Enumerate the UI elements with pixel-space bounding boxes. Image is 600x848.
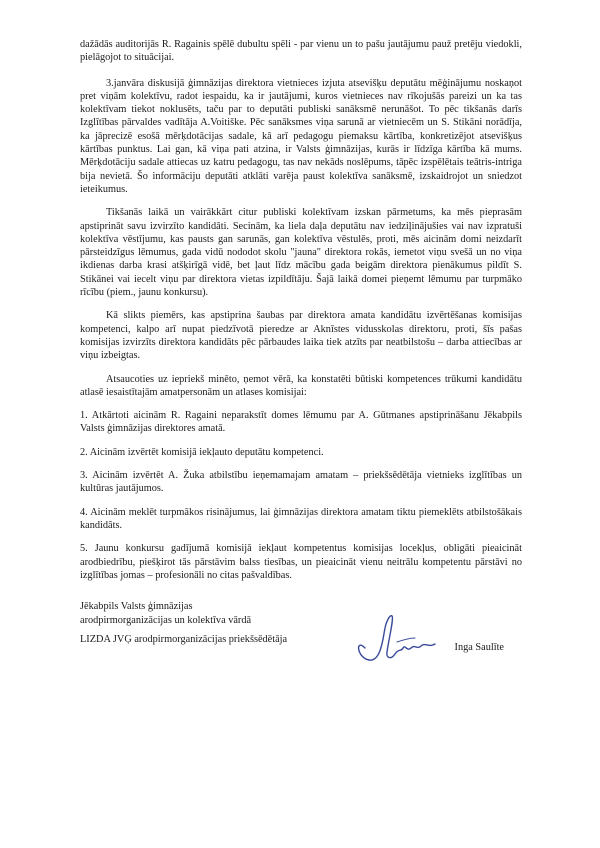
list-item: 1. Atkārtoti aicinām R. Ragaini neparakstīt domes lēmumu par A. Gūtmanes apstiprināšanu Jēkabpils Valsts ģimnāzijas direktores amatā.: [80, 410, 522, 435]
list-item: 4. Aicinām meklēt turpmākos risinājumus, lai ģimnāzijas direktora amatam tiktu piemeklēts atbilstošākais kandidāts.: [80, 506, 522, 531]
signature-title: LIZDA JVĢ arodpirmorganizācijas priekšsēdētāja: [80, 634, 288, 646]
signature-org-line: Jēkabpils Valsts ģimnāzijas: [80, 601, 193, 613]
paragraph-conclusion-intro: Atsaucoties uz iepriekš minēto, ņemot vērā, ka konstatēti būtiski kompetences trūkumi kandidātu atlasē iesaistītajām amatpersonām un atlases komisijai:: [80, 373, 522, 398]
paragraph-bad-example: Kā slikts piemērs, kas apstiprina šaubas par direktora amata kandidātu izvērtēšanas komisijas kompetenci, kalpo arī nupat piedzīvotā pieredze ar Aknīstes vidusskolas direktoru, proti, šīs pašas komisijas izvirzīts direktora kandidāts pēc pārbaudes laika tiek atzīts par neatbilstošu – darba attiecības ar viņu izbeigtas.: [80, 310, 522, 362]
handwritten-signature: [345, 608, 455, 668]
list-item: 3. Aicinām izvērtēt A. Žuka atbilstību ieņemamajam amatam – priekšsēdētāja vietnieks izglītības un kultūras jautājumos.: [80, 470, 522, 495]
paragraph-january-discussion: 3.janvāra diskusijā ģimnāzijas direktora vietnieces izjuta atsevišķu deputātu mēģinājumu noskaņot pret viņām kolektīvu, radot iespaidu, ka ir jautājumi, kuros vietnieces nav rīkojušās pareizi un ka tas kolektīvam tiekot noklusēts, taču par to deputāti publiski sanāksmē nerunāšot. To pēc tikšanās darīs Izglītības pārvaldes vadītāja A.Voitiške. Pēc sanāksmes viņa sarunā ar vietniecēm un S. Stikāni norādīja, ka jāprecizē esošā mērķdotācijas sadale, kā arī pedagogu piemaksu kārtība, konkretizējot atsevišķus kārtības punktus. Lai gan, kā viņa pati atzina, ir Valsts ģimnāzijas, kurās ir līdzīga kārtība kā mums. Mērķdotāciju sadale attiecas uz katru pedagogu, tas nav nekāds noslēpums, tāpēc izspēlētais teātris-intriga bija nevietā. Šo informāciju deputāti atklāti varēja paust kolektīva sanāksmē, izskaidrojot un sniedzot ieteikumus.: [80, 77, 522, 195]
signature-org-line: arodpirmorganizācijas un kolektīva vārdā: [80, 615, 252, 627]
paragraph-meeting-reproach: Tikšanās laikā un vairākkārt citur publiski kolektīvam izskan pārmetums, ka mēs pieprasām apstiprināt savu izvirzīto kandidāti. Secinām, ka liela daļa deputātu nav iedziļinājušies vai nav izpratuši kolektīva vēstījumu, kas pausts gan sarunās, gan kolektīva vēstulēs, proti, mēs aicinām domi neizdarīt pārsteidzīgus lēmumus, gada vidū nododot skolu "jauna" direktora rokās, iemetot viņu svešā un no viņa ikdienas darba krasi atšķirīgā vidē, bet ļaut līdz mācību gada beigām direktora pienākumus pildīt S. Stikānei vai iecelt viņu par direktora vietas izpildītāju. Šajā laikā domei pieņemt lēmumu par turpmāko rīcību (piem., jaunu konkursu).: [80, 207, 522, 299]
signatory-name: Inga Saulīte: [454, 642, 504, 654]
list-item: 2. Aicinām izvērtēt komisijā iekļauto deputātu kompetenci.: [80, 446, 324, 458]
paragraph-continuation: dažādās auditorijās R. Ragainis spēlē dubultu spēli - par vienu un to pašu jautājumu pauž pretēju viedokli, pielāgojot to situācijai.: [80, 39, 522, 64]
demands-list: [80, 409, 522, 582]
list-item: 5. Jaunu konkursu gadījumā komisijā iekļaut kompetentus komisijas locekļus, obligāti pieaicināt arodbiedrību, piešķirot tās pārstāvim balss tiesības, un pieaicināt vienu neitrālu kompetentu pārstāvi no izglītības jomas – profesionāli no citas pašvaldības.: [80, 543, 522, 581]
signature-block: [80, 600, 522, 670]
